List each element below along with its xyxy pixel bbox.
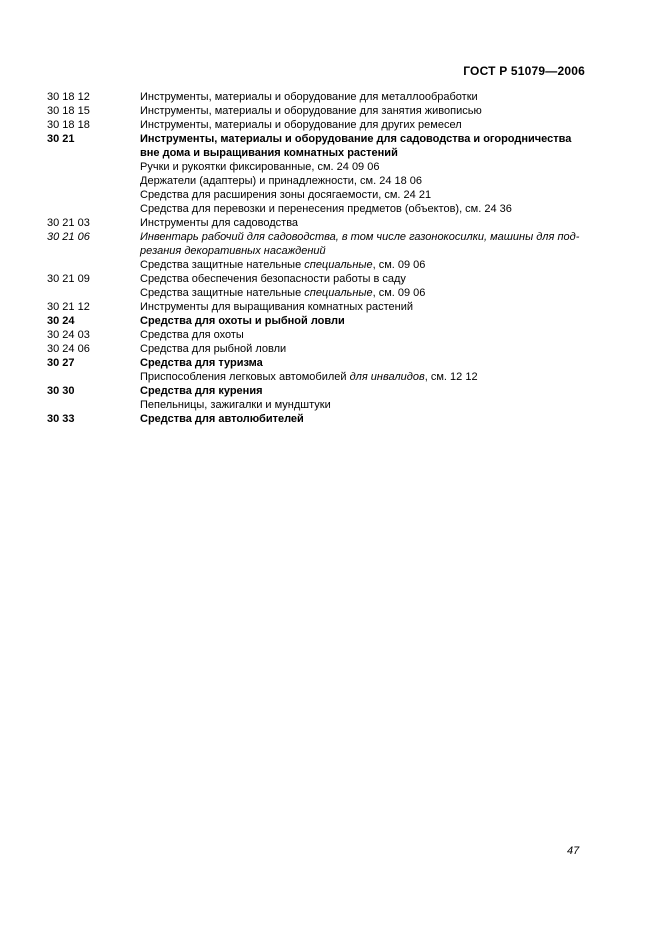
row-code: 30 21 03	[47, 217, 90, 229]
table-row	[47, 230, 592, 258]
row-text-segment: , см. 09 06	[372, 259, 426, 271]
row-code: 30 24	[47, 315, 75, 327]
row-text-segment: Инструменты для садоводства	[140, 217, 299, 229]
table-row	[47, 384, 592, 398]
row-text-segment: для инвалидов	[349, 371, 425, 383]
table-row	[47, 300, 592, 314]
classification-list	[47, 90, 592, 426]
row-text	[140, 328, 592, 342]
table-row	[47, 132, 592, 160]
row-text	[140, 398, 592, 412]
row-text	[140, 300, 592, 314]
row-text-segment: Инструменты для выращивания комнатных растений	[140, 301, 414, 313]
row-text-segment: Инструменты, материалы и оборудование для других ремесел	[140, 119, 462, 131]
row-text-segment: Инструменты, материалы и оборудование для садоводства и огородничества	[140, 133, 572, 145]
table-row	[47, 216, 592, 230]
table-row	[47, 328, 592, 342]
row-text-segment: Средства для автолюбителей	[140, 413, 304, 425]
table-row	[47, 104, 592, 118]
row-text-segment: Средства для курения	[140, 385, 263, 397]
row-text-segment: резания декоративных насаждений	[140, 245, 326, 257]
table-row	[47, 118, 592, 132]
row-text-segment: вне дома и выращивания комнатных растений	[140, 147, 398, 159]
row-text-segment: Инвентарь рабочий для садоводства, в том числе газонокосилки, машины для под-	[140, 231, 580, 243]
table-row	[47, 160, 592, 174]
row-text-segment: Средства для туризма	[140, 357, 263, 369]
row-text-segment: Средства защитные нательные	[140, 259, 305, 271]
table-row	[47, 398, 592, 412]
row-text-segment: Средства для перевозки и перенесения предметов (объектов), см. 24 36	[140, 203, 512, 215]
row-text	[140, 202, 592, 216]
table-row	[47, 188, 592, 202]
row-code: 30 21 12	[47, 301, 90, 313]
row-text	[140, 356, 592, 370]
row-text	[140, 174, 592, 188]
table-row	[47, 314, 592, 328]
row-text-segment: Ручки и рукоятки фиксированные, см. 24 09 06	[140, 161, 380, 173]
table-row	[47, 272, 592, 286]
row-text	[140, 342, 592, 356]
row-code: 30 27	[47, 357, 75, 369]
row-text-segment: Средства для расширения зоны досягаемости, см. 24 21	[140, 189, 432, 201]
row-code: 30 24 03	[47, 329, 90, 341]
row-text-segment: Средства для рыбной ловли	[140, 343, 287, 355]
row-text	[140, 230, 592, 258]
row-code: 30 18 15	[47, 105, 90, 117]
row-code: 30 21 06	[47, 231, 90, 243]
row-code: 30 18 12	[47, 91, 90, 103]
row-text	[140, 188, 592, 202]
table-row	[47, 342, 592, 356]
document-header: ГОСТ Р 51079—2006	[463, 64, 585, 78]
table-row	[47, 412, 592, 426]
row-text-segment: Держатели (адаптеры) и принадлежности, см. 24 18 06	[140, 175, 423, 187]
row-text	[140, 132, 592, 160]
table-row	[47, 286, 592, 300]
row-code: 30 21	[47, 133, 75, 145]
row-text	[140, 412, 592, 426]
row-text-segment: Средства защитные нательные	[140, 287, 305, 299]
row-code: 30 30	[47, 385, 75, 397]
row-text-segment: Пепельницы, зажигалки и мундштуки	[140, 399, 331, 411]
row-text	[140, 286, 592, 300]
table-row	[47, 356, 592, 370]
table-row	[47, 370, 592, 384]
row-text-segment: Средства обеспечения безопасности работы в саду	[140, 273, 406, 285]
table-row	[47, 202, 592, 216]
row-text	[140, 90, 592, 104]
row-text	[140, 272, 592, 286]
table-row	[47, 174, 592, 188]
row-text-segment: , см. 12 12	[424, 371, 478, 383]
row-text-segment: Инструменты, материалы и оборудование для металлообработки	[140, 91, 478, 103]
row-text	[140, 384, 592, 398]
row-text	[140, 258, 592, 272]
table-row	[47, 258, 592, 272]
row-text	[140, 314, 592, 328]
row-text	[140, 104, 592, 118]
row-text-segment: Средства для охоты	[140, 329, 244, 341]
row-text	[140, 118, 592, 132]
row-code: 30 24 06	[47, 343, 90, 355]
row-code: 30 33	[47, 413, 75, 425]
row-code: 30 18 18	[47, 119, 90, 131]
row-code: 30 21 09	[47, 273, 90, 285]
row-text	[140, 370, 592, 384]
table-row	[47, 90, 592, 104]
row-text-segment: Средства для охоты и рыбной ловли	[140, 315, 345, 327]
row-text	[140, 216, 592, 230]
row-text-segment: специальные	[304, 287, 373, 299]
row-text-segment: специальные	[304, 259, 373, 271]
row-text-segment: , см. 09 06	[372, 287, 426, 299]
row-text-segment: Приспособления легковых автомобилей	[140, 371, 350, 383]
row-text	[140, 160, 592, 174]
row-text-segment: Инструменты, материалы и оборудование для занятия живописью	[140, 105, 482, 117]
page-number: 47	[567, 845, 580, 857]
